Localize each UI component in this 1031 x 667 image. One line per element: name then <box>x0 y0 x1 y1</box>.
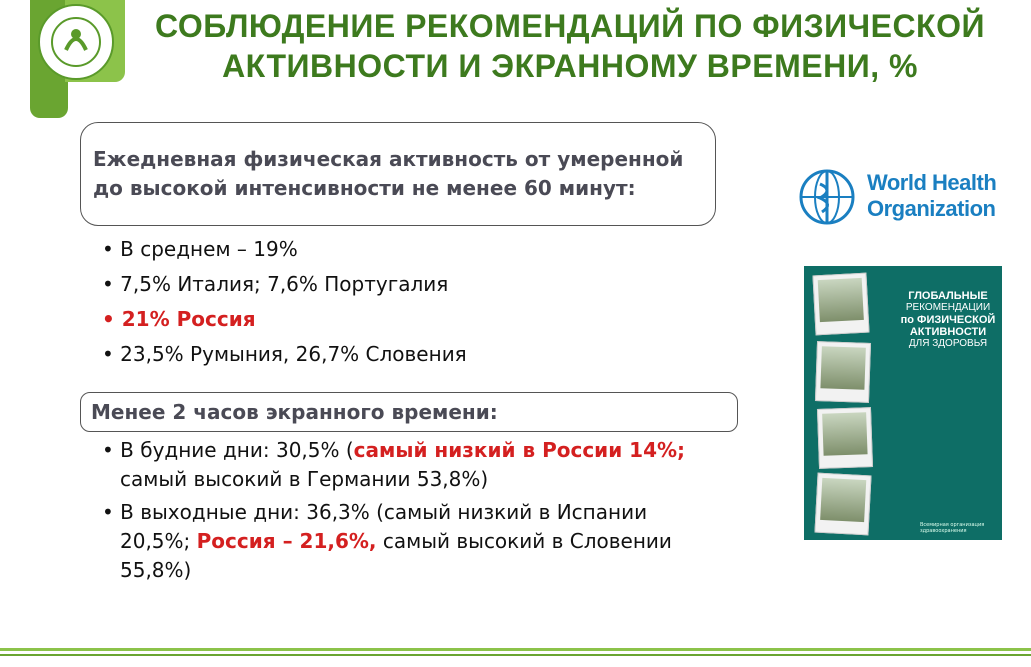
list-item: • 23,5% Румыния, 26,7% Словения <box>102 342 467 366</box>
cover-photo <box>812 273 869 336</box>
cover-line-1: ГЛОБАЛЬНЫЕ <box>908 290 988 302</box>
list-item-weekdays <box>102 436 712 494</box>
weekends-text: • В выходные дни: 36,3% (самый низкий в Испании 20,5%; <box>102 500 648 553</box>
who-line-2: Organization <box>867 196 996 221</box>
screen-time-list <box>102 436 712 589</box>
physical-activity-heading-box <box>80 122 716 226</box>
list-item: • В среднем – 19% <box>102 237 298 261</box>
cover-photo <box>815 341 871 403</box>
footer-line <box>0 648 1031 651</box>
page-title <box>120 6 1020 86</box>
list-item: • 7,5% Италия; 7,6% Португалия <box>102 272 449 296</box>
logo-emblem-icon <box>40 6 112 78</box>
who-emblem-icon <box>792 162 862 232</box>
physical-activity-heading <box>93 145 703 203</box>
who-wordmark <box>867 170 996 222</box>
guidelines-book-cover <box>804 266 1002 540</box>
footer-line <box>0 654 1031 656</box>
cover-line-2: РЕКОМЕНДАЦИИ <box>905 302 991 313</box>
list-item-russia: • 21% Россия <box>102 307 256 331</box>
screen-time-heading: Менее 2 часов экранного времени: <box>91 400 498 424</box>
header-decoration <box>0 0 125 118</box>
cover-photo <box>814 473 871 536</box>
weekends-russia-highlight: Россия – 21,6%, <box>196 529 377 553</box>
weekdays-text: • В будние дни: 30,5% ( <box>102 438 354 462</box>
weekdays-russia-highlight: самый низкий в России 14%; <box>353 438 686 462</box>
title-line-2: АКТИВНОСТИ И ЭКРАННОМУ ВРЕМЕНИ, % <box>222 48 918 84</box>
list-item-weekends <box>102 498 712 585</box>
weekends-text-end: самый высокий в Словении 55,8%) <box>120 529 672 582</box>
cover-line-3: по ФИЗИЧЕСКОЙ <box>900 314 996 326</box>
who-line-1: World Health <box>867 170 997 195</box>
cover-line-4: АКТИВНОСТИ <box>909 326 987 338</box>
organization-logo <box>38 4 114 80</box>
cover-photo <box>817 407 873 469</box>
heading-line-1: Ежедневная физическая активность от умеренной <box>93 147 684 171</box>
cover-title <box>896 290 1000 350</box>
physical-activity-list <box>102 232 467 372</box>
heading-line-2: до высокой интенсивности не менее 60 минут: <box>93 176 636 200</box>
cover-footer: Всемирная организация здравоохранения <box>920 522 985 534</box>
cover-line-5: ДЛЯ ЗДОРОВЬЯ <box>908 338 988 349</box>
screen-time-heading-box <box>80 392 738 432</box>
weekdays-text-end: самый высокий в Германии 53,8%) <box>120 467 489 491</box>
who-logo <box>792 162 1002 238</box>
title-line-1: СОБЛЮДЕНИЕ РЕКОМЕНДАЦИЙ ПО ФИЗИЧЕСКОЙ <box>155 8 985 44</box>
